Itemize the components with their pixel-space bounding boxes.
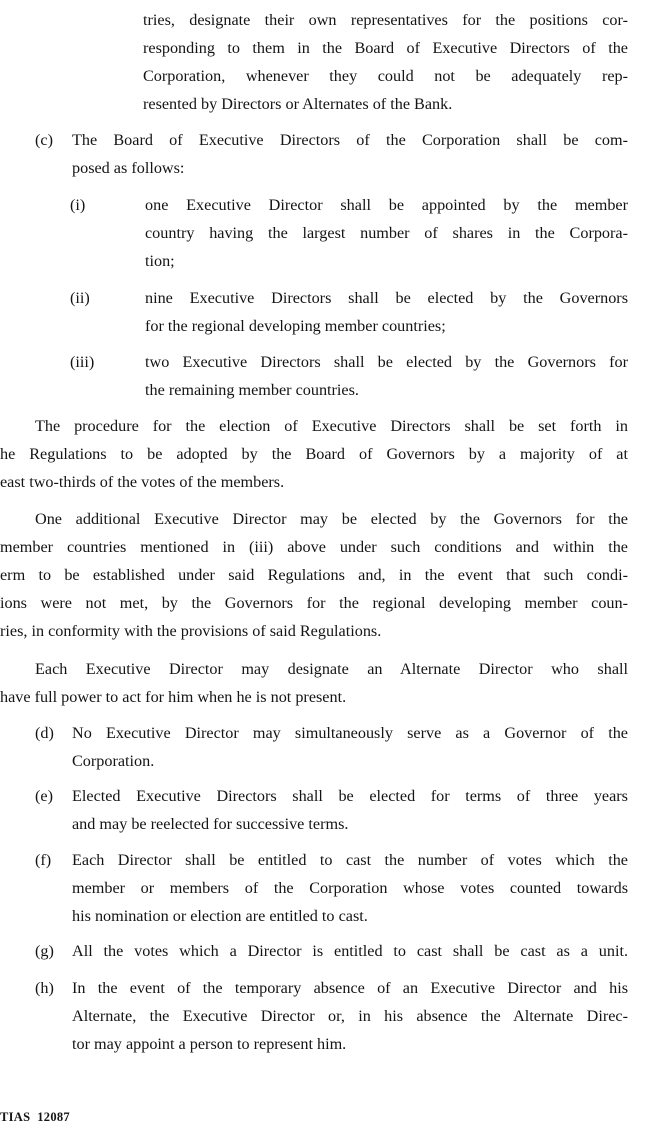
item-c-line-1: The Board of Executive Directors of the Corporation shall be com- <box>72 131 628 149</box>
item-d-line-2: Corporation. <box>72 752 155 770</box>
subitem-ii-label: (ii) <box>70 289 90 307</box>
item-f-line-2: member or members of the Corporation whose votes counted towards <box>72 879 628 897</box>
subitem-i-line-1: one Executive Director shall be appointed by the member <box>145 196 628 214</box>
paragraph-3-line-1: Each Executive Director may designate an Alternate Director who shall <box>35 660 628 678</box>
continuation-line-3: Corporation, whenever they could not be adequately rep- <box>143 67 628 85</box>
item-f-label: (f) <box>35 851 52 869</box>
item-e-line-1: Elected Executive Directors shall be elected for terms of three years <box>72 787 628 805</box>
item-h-line-1: In the event of the temporary absence of an Executive Director and his <box>72 979 628 997</box>
subitem-i-line-2: country having the largest number of shares in the Corpora- <box>145 224 628 242</box>
subitem-iii-label: (iii) <box>70 353 95 371</box>
paragraph-1-line-2: he Regulations to be adopted by the Board of Governors by a majority of at <box>0 445 628 463</box>
paragraph-3-line-2: have full power to act for him when he is not present. <box>0 688 347 706</box>
item-d-line-1: No Executive Director may simultaneously serve as a Governor of the <box>72 724 628 742</box>
paragraph-2-line-5: ries, in conformity with the provisions of said Regulations. <box>0 622 382 640</box>
item-e-line-2: and may be reelected for successive terms. <box>72 815 349 833</box>
continuation-line-1: tries, designate their own representatives for the positions cor- <box>143 11 628 29</box>
item-f-line-1: Each Director shall be entitled to cast the number of votes which the <box>72 851 628 869</box>
paragraph-2-line-4: ions were not met, by the Governors for the regional developing member coun- <box>0 594 628 612</box>
paragraph-1-line-1: The procedure for the election of Executive Directors shall be set forth in <box>35 417 628 435</box>
item-f-line-3: his nomination or election are entitled to cast. <box>72 907 368 925</box>
continuation-line-4: resented by Directors or Alternates of the Bank. <box>143 95 453 113</box>
paragraph-2-line-1: One additional Executive Director may be elected by the Governors for the <box>35 510 628 528</box>
paragraph-2-line-2: member countries mentioned in (iii) above under such conditions and within the <box>0 538 628 556</box>
subitem-iii-line-2: the remaining member countries. <box>145 381 359 399</box>
item-d-label: (d) <box>35 724 54 742</box>
item-g-line-1: All the votes which a Director is entitled to cast shall be cast as a unit. <box>72 942 628 960</box>
continuation-line-2: responding to them in the Board of Executive Directors of the <box>143 39 628 57</box>
item-e-label: (e) <box>35 787 53 805</box>
subitem-iii-line-1: two Executive Directors shall be elected by the Governors for <box>145 353 628 371</box>
footer-tias-number: TIAS 12087 <box>0 1110 70 1124</box>
item-c-label: (c) <box>35 131 53 149</box>
subitem-ii-line-2: for the regional developing member countries; <box>145 317 446 335</box>
subitem-ii-line-1: nine Executive Directors shall be elected by the Governors <box>145 289 628 307</box>
item-h-label: (h) <box>35 979 54 997</box>
subitem-i-line-3: tion; <box>145 252 175 270</box>
paragraph-1-line-3: east two-thirds of the votes of the members. <box>0 473 285 491</box>
paragraph-2-line-3: erm to be established under said Regulations and, in the event that such condi- <box>0 566 628 584</box>
item-g-label: (g) <box>35 942 54 960</box>
item-c-line-2: posed as follows: <box>72 159 185 177</box>
subitem-i-label: (i) <box>70 196 86 214</box>
item-h-line-3: tor may appoint a person to represent him. <box>72 1035 347 1053</box>
item-h-line-2: Alternate, the Executive Director or, in his absence the Alternate Direc- <box>72 1007 628 1025</box>
